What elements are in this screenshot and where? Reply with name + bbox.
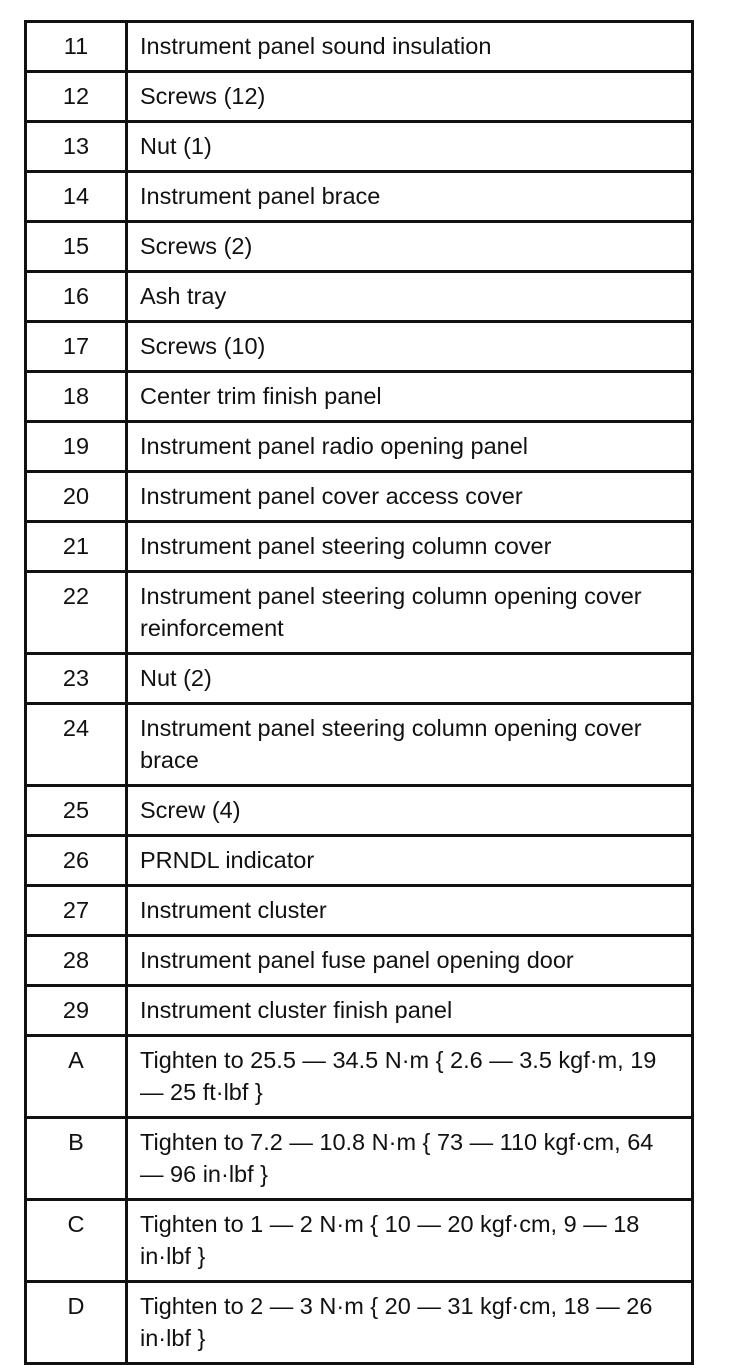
table-row [26, 422, 693, 472]
item-description: Instrument panel steering column opening cover brace [127, 704, 693, 786]
table-row [26, 222, 693, 272]
item-description: Nut (1) [127, 122, 693, 172]
table-row [26, 122, 693, 172]
item-key: 27 [26, 886, 127, 936]
item-key: 15 [26, 222, 127, 272]
item-description: Ash tray [127, 272, 693, 322]
table-row [26, 322, 693, 372]
legend-body [26, 22, 693, 1364]
table-row [26, 372, 693, 422]
item-key: 12 [26, 72, 127, 122]
table-row [26, 836, 693, 886]
item-description: Tighten to 1 — 2 N·m { 10 — 20 kgf·cm, 9 — 18 in·lbf } [127, 1200, 693, 1282]
item-key: B [26, 1118, 127, 1200]
item-description: Instrument cluster [127, 886, 693, 936]
item-description: Screw (4) [127, 786, 693, 836]
item-key: 21 [26, 522, 127, 572]
item-description: Instrument panel sound insulation [127, 22, 693, 72]
item-description: Tighten to 2 — 3 N·m { 20 — 31 kgf·cm, 18 — 26 in·lbf } [127, 1282, 693, 1364]
item-description: Instrument panel cover access cover [127, 472, 693, 522]
table-row [26, 272, 693, 322]
item-key: 23 [26, 654, 127, 704]
item-description: Screws (10) [127, 322, 693, 372]
item-key: 18 [26, 372, 127, 422]
table-row [26, 522, 693, 572]
table-row [26, 1282, 693, 1364]
table-row [26, 1200, 693, 1282]
item-description: Instrument panel fuse panel opening door [127, 936, 693, 986]
table-row [26, 654, 693, 704]
table-row [26, 986, 693, 1036]
item-key: 13 [26, 122, 127, 172]
item-description: Screws (12) [127, 72, 693, 122]
table-row [26, 704, 693, 786]
item-key: 28 [26, 936, 127, 986]
item-description: Tighten to 25.5 — 34.5 N·m { 2.6 — 3.5 kgf·m, 19 — 25 ft·lbf } [127, 1036, 693, 1118]
item-key: 16 [26, 272, 127, 322]
item-key: 14 [26, 172, 127, 222]
item-key: 17 [26, 322, 127, 372]
item-description: Nut (2) [127, 654, 693, 704]
item-description: PRNDL indicator [127, 836, 693, 886]
item-description: Instrument cluster finish panel [127, 986, 693, 1036]
item-description: Instrument panel steering column cover [127, 522, 693, 572]
item-key: 22 [26, 572, 127, 654]
item-key: 24 [26, 704, 127, 786]
item-key: 19 [26, 422, 127, 472]
item-key: C [26, 1200, 127, 1282]
table-row [26, 936, 693, 986]
parts-legend-table [24, 20, 694, 1365]
item-key: 20 [26, 472, 127, 522]
item-key: 29 [26, 986, 127, 1036]
item-key: D [26, 1282, 127, 1364]
item-description: Tighten to 7.2 — 10.8 N·m { 73 — 110 kgf·cm, 64 — 96 in·lbf } [127, 1118, 693, 1200]
table-row [26, 1036, 693, 1118]
item-description: Screws (2) [127, 222, 693, 272]
item-key: A [26, 1036, 127, 1118]
table-row [26, 22, 693, 72]
table-row [26, 786, 693, 836]
table-row [26, 572, 693, 654]
item-key: 11 [26, 22, 127, 72]
item-description: Instrument panel radio opening panel [127, 422, 693, 472]
item-description: Instrument panel brace [127, 172, 693, 222]
table-row [26, 472, 693, 522]
table-row [26, 172, 693, 222]
item-key: 26 [26, 836, 127, 886]
item-key: 25 [26, 786, 127, 836]
table-row [26, 1118, 693, 1200]
table-row [26, 72, 693, 122]
item-description: Center trim finish panel [127, 372, 693, 422]
table-row [26, 886, 693, 936]
item-description: Instrument panel steering column opening cover reinforcement [127, 572, 693, 654]
